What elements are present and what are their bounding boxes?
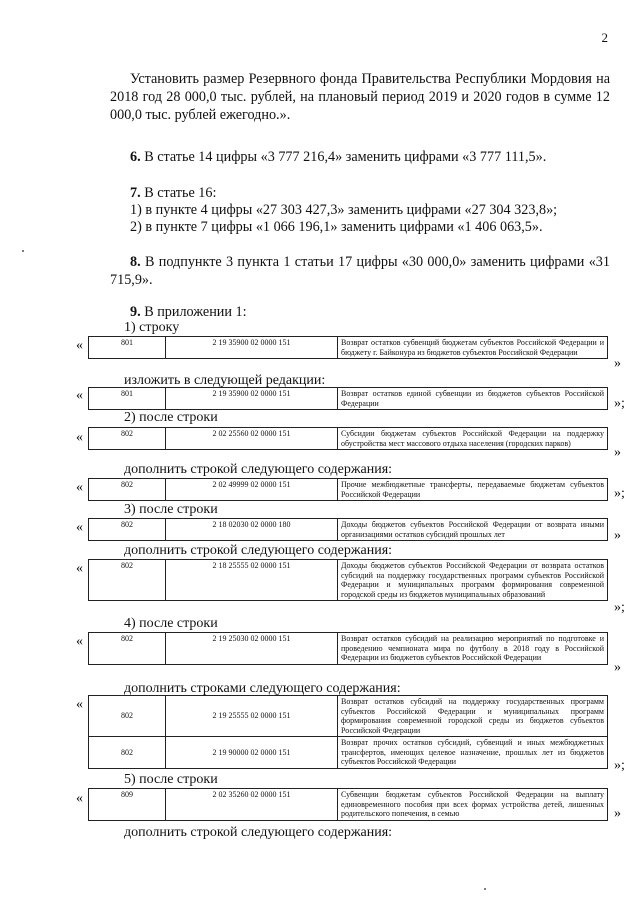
paragraph-8-number: 8. bbox=[130, 254, 141, 270]
paragraph-7-item-1: 1) в пункте 4 цифры «27 303 427,3» заменить цифрами «27 304 323,8»; bbox=[130, 202, 558, 218]
close-quote-semicolon: »; bbox=[614, 396, 625, 411]
table-8 bbox=[88, 695, 608, 769]
table-cell-name: Прочие межбюджетные трансферты, передаваемые бюджетам субъектов Российской Федерации bbox=[338, 479, 608, 501]
table-9 bbox=[88, 788, 608, 821]
table-3 bbox=[88, 427, 608, 450]
table-cell-code: 802 bbox=[89, 737, 166, 769]
table-cell-kbk: 2 18 02030 02 0000 180 bbox=[166, 519, 338, 541]
table-2 bbox=[88, 387, 608, 410]
label-add-1: дополнить строкой следующего содержания: bbox=[124, 462, 393, 477]
close-quote: » bbox=[614, 528, 621, 543]
table-cell-name: Возврат прочих остатков субсидий, субвенций и иных межбюджетных трансфертов, имеющих целевое назначение, прошлых лет из бюджетов субъектов Российской Федерации bbox=[338, 737, 608, 769]
label-row-2: 2) после строки bbox=[124, 410, 218, 425]
table-7 bbox=[88, 632, 608, 665]
table-cell-kbk: 2 02 49999 02 0000 151 bbox=[166, 479, 338, 501]
table-cell-kbk: 2 19 35900 02 0000 151 bbox=[166, 388, 338, 410]
table-cell-code: 801 bbox=[89, 337, 166, 359]
paragraph-9 bbox=[130, 303, 610, 321]
table-row bbox=[89, 519, 608, 541]
close-quote: » bbox=[614, 660, 621, 675]
scan-speck bbox=[22, 250, 24, 252]
table-row bbox=[89, 388, 608, 410]
table-row bbox=[89, 789, 608, 821]
table-cell-code: 802 bbox=[89, 633, 166, 665]
open-quote: « bbox=[76, 520, 83, 535]
table-cell-name: Возврат остатков субвенций бюджетам субъектов Российской Федерации и бюджету г. Байконура из бюджетов субъектов Российской Федерации bbox=[338, 337, 608, 359]
table-row bbox=[89, 696, 608, 737]
table-cell-name: Субвенции бюджетам субъектов Российской Федерации на выплату единовременного пособия при всех формах устройства детей, лишенных родительского попечения, в семью bbox=[338, 789, 608, 821]
paragraph-7-item-2: 2) в пункте 7 цифры «1 066 196,1» заменить цифрами «1 406 063,5». bbox=[130, 219, 543, 235]
open-quote: « bbox=[76, 388, 83, 403]
table-cell-name: Доходы бюджетов субъектов Российской Федерации от возврата иными организациями остатков субсидий прошлых лет bbox=[338, 519, 608, 541]
open-quote: « bbox=[76, 791, 83, 806]
label-row-5: 5) после строки bbox=[124, 772, 218, 787]
paragraph-8 bbox=[110, 253, 610, 289]
table-cell-kbk: 2 19 90000 02 0000 151 bbox=[166, 737, 338, 769]
table-cell-code: 802 bbox=[89, 428, 166, 450]
paragraph-7 bbox=[130, 184, 610, 202]
table-row bbox=[89, 337, 608, 359]
table-cell-code: 801 bbox=[89, 388, 166, 410]
label-row-4: 4) после строки bbox=[124, 616, 218, 631]
close-quote: » bbox=[614, 356, 621, 371]
table-cell-kbk: 2 02 25560 02 0000 151 bbox=[166, 428, 338, 450]
table-cell-name: Возврат остатков субсидий на реализацию мероприятий по подготовке и проведению чемпионата мира по футболу в 2018 году в Российской Федерации из бюджетов субъектов Российской Федерации bbox=[338, 633, 608, 665]
open-quote: « bbox=[76, 430, 83, 445]
paragraph-7-number: 7. bbox=[130, 185, 141, 201]
table-cell-kbk: 2 19 35900 02 0000 151 bbox=[166, 337, 338, 359]
paragraph-6-text: В статье 14 цифры «3 777 216,4» заменить цифрами «3 777 111,5». bbox=[140, 149, 547, 165]
table-cell-code: 802 bbox=[89, 560, 166, 601]
table-cell-kbk: 2 02 35260 02 0000 151 bbox=[166, 789, 338, 821]
table-cell-code: 802 bbox=[89, 479, 166, 501]
close-quote-semicolon: »; bbox=[614, 758, 625, 773]
open-quote: « bbox=[76, 338, 83, 353]
close-quote-semicolon: »; bbox=[614, 600, 625, 615]
table-5 bbox=[88, 518, 608, 541]
open-quote: « bbox=[76, 561, 83, 576]
table-6 bbox=[88, 559, 608, 601]
paragraph-7-text: В статье 16: bbox=[140, 185, 217, 201]
label-row-3: 3) после строки bbox=[124, 502, 218, 517]
table-cell-name: Возврат остатков субсидий на поддержку государственных программ субъектов Российской Федерации и муниципальных программ формирования современной городской среды из бюджетов субъектов Российской Федерации bbox=[338, 696, 608, 737]
table-cell-code: 802 bbox=[89, 519, 166, 541]
table-4 bbox=[88, 478, 608, 501]
paragraph-6 bbox=[130, 148, 610, 166]
table-row bbox=[89, 737, 608, 769]
table-row bbox=[89, 479, 608, 501]
paragraph-8-text: В подпункте 3 пункта 1 статьи 17 цифры «30 000,0» заменить цифрами «31 715,9». bbox=[110, 254, 610, 288]
close-quote: » bbox=[614, 806, 621, 821]
open-quote: « bbox=[76, 634, 83, 649]
label-add-2: дополнить строкой следующего содержания: bbox=[124, 543, 393, 558]
scan-speck bbox=[484, 888, 486, 890]
paragraph-9-text: В приложении 1: bbox=[140, 304, 247, 320]
table-row bbox=[89, 560, 608, 601]
close-quote: » bbox=[614, 445, 621, 460]
table-cell-name: Субсидии бюджетам субъектов Российской Федерации на поддержку обустройства мест массового отдыха населения (городских парков) bbox=[338, 428, 608, 450]
page-number: 2 bbox=[601, 30, 608, 45]
table-cell-code: 809 bbox=[89, 789, 166, 821]
table-cell-name: Возврат остатков единой субвенции из бюджетов субъектов Российской Федерации bbox=[338, 388, 608, 410]
paragraph-6-number: 6. bbox=[130, 149, 141, 165]
open-quote: « bbox=[76, 697, 83, 712]
paragraph-9-number: 9. bbox=[130, 304, 141, 320]
label-add-4: дополнить строкой следующего содержания: bbox=[124, 825, 393, 840]
table-cell-kbk: 2 18 25555 02 0000 151 bbox=[166, 560, 338, 601]
table-cell-code: 802 bbox=[89, 696, 166, 737]
table-cell-kbk: 2 19 25030 02 0000 151 bbox=[166, 633, 338, 665]
table-1 bbox=[88, 336, 608, 359]
table-row bbox=[89, 633, 608, 665]
intro-paragraph: Установить размер Резервного фонда Правительства Республики Мордовия на 2018 год 28 000,0 тыс. рублей, на плановый период 2019 и 2020 годов в сумме 12 000,0 тыс. рублей ежегодно.». bbox=[110, 71, 610, 123]
table-row bbox=[89, 428, 608, 450]
label-add-3: дополнить строками следующего содержания: bbox=[124, 681, 401, 696]
table-cell-kbk: 2 19 25555 02 0000 151 bbox=[166, 696, 338, 737]
table-cell-name: Доходы бюджетов субъектов Российской Федерации от возврата остатков субсидий на поддержку государственных программ субъектов Российской Федерации и муниципальных программ формирования современной городской среды из бюджетов муниципальных образований bbox=[338, 560, 608, 601]
close-quote-semicolon: »; bbox=[614, 486, 625, 501]
label-row-1: 1) строку bbox=[124, 320, 180, 335]
label-edit: изложить в следующей редакции: bbox=[124, 373, 326, 388]
open-quote: « bbox=[76, 480, 83, 495]
